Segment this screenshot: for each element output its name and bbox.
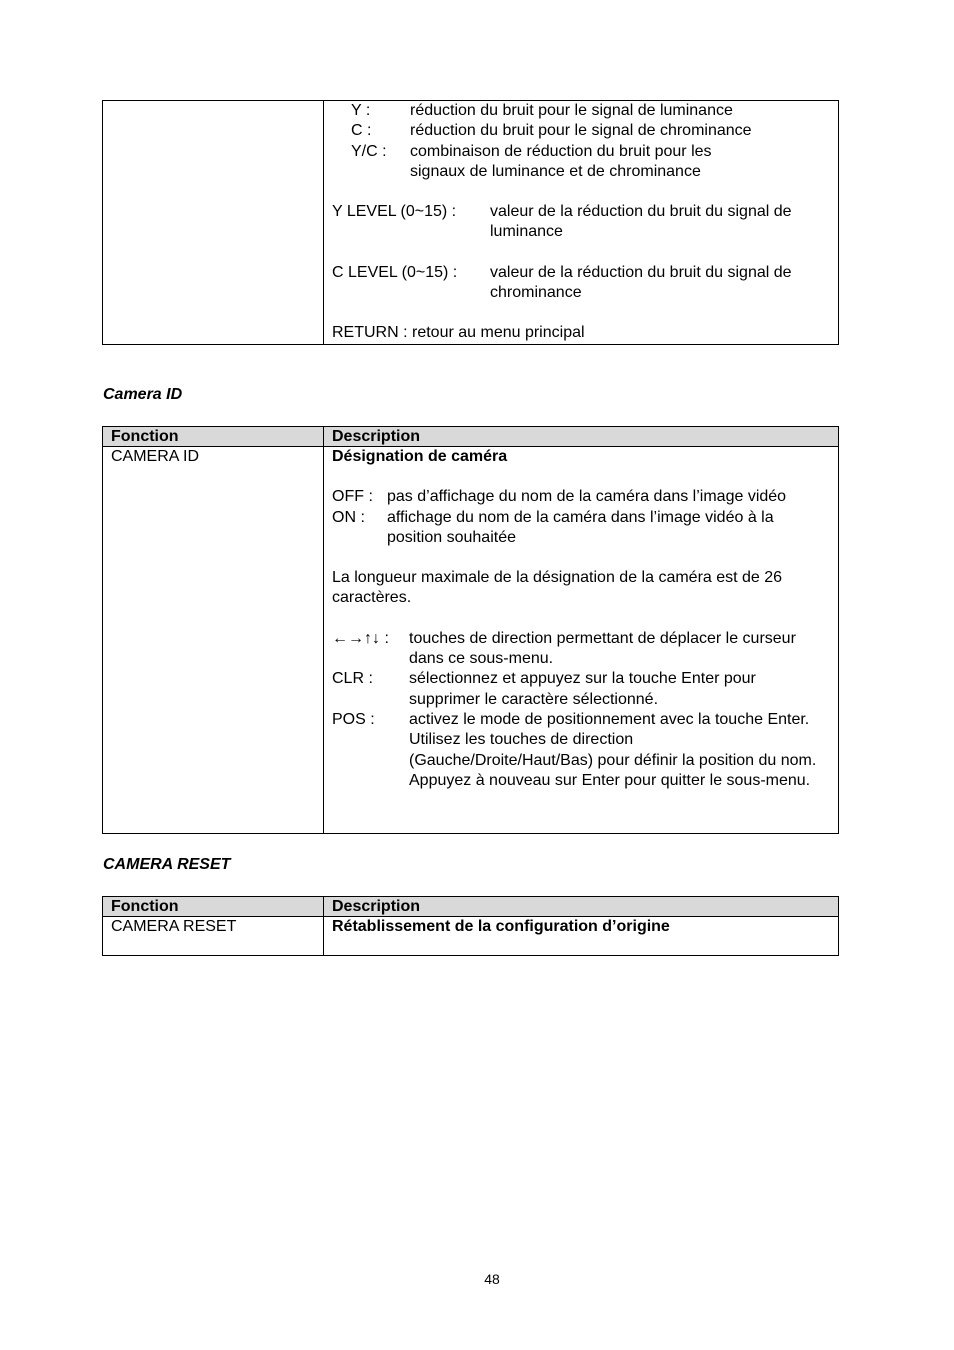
option-y-level: Y LEVEL (0~15) : valeur de la réduction du bruit du signal de luminance <box>332 203 792 241</box>
noise-reduction-table <box>102 100 839 345</box>
description-cell <box>324 447 839 834</box>
function-cell: CAMERA ID <box>103 447 324 834</box>
option-clr: CLR : sélectionnez et appuyez sur la touche Enter pour supprimer le caractère sélectionné. <box>332 670 756 708</box>
header-fonction: Fonction <box>103 897 324 917</box>
table-row <box>103 917 839 956</box>
option-yc: Y/C : combinaison de réduction du bruit pour les signaux de luminance et de chrominance <box>351 142 712 180</box>
description-title: Rétablissement de la configuration d’origine <box>332 918 670 935</box>
function-cell <box>103 101 324 345</box>
option-arrows: ←→↑↓ : touches de direction permettant de déplacer le curseur dans ce sous-menu. <box>332 629 796 668</box>
camera-id-heading: Camera ID <box>103 386 183 403</box>
option-off: OFF : pas d’affichage du nom de la caméra dans l’image vidéo <box>332 488 787 506</box>
header-description: Description <box>324 427 839 447</box>
option-c: C : réduction du bruit pour le signal de chrominance <box>351 122 752 140</box>
return-note: RETURN : retour au menu principal <box>332 324 585 342</box>
description-cell <box>324 101 839 345</box>
function-cell: CAMERA RESET <box>103 917 324 956</box>
header-description: Description <box>324 897 839 917</box>
table-header-row <box>103 897 839 917</box>
option-pos: POS : activez le mode de positionnement avec la touche Enter. Utilisez les touches de direction (Gauche/Droite/Haut/Bas) pour définir la position du nom. Appuyez à nouveau sur Enter pour quitter le sous-menu. <box>332 710 817 789</box>
camera-id-table <box>102 426 839 834</box>
option-c-level: C LEVEL (0~15) : valeur de la réduction du bruit du signal de chrominance <box>332 263 792 302</box>
header-fonction: Fonction <box>103 427 324 447</box>
page-number: 48 <box>484 1271 500 1287</box>
length-note: La longueur maximale de la désignation de la caméra est de 26 caractères. <box>332 569 783 607</box>
description-cell <box>324 917 839 956</box>
table-header-row <box>103 427 839 447</box>
option-on: ON : affichage du nom de la caméra dans l’image vidéo à la position souhaitée <box>332 508 774 546</box>
camera-reset-heading: CAMERA RESET <box>103 856 231 873</box>
table-row <box>103 447 839 834</box>
option-y: Y : réduction du bruit pour le signal de luminance <box>351 102 733 119</box>
camera-reset-table <box>102 896 839 956</box>
description-title: Désignation de caméra <box>332 448 508 465</box>
